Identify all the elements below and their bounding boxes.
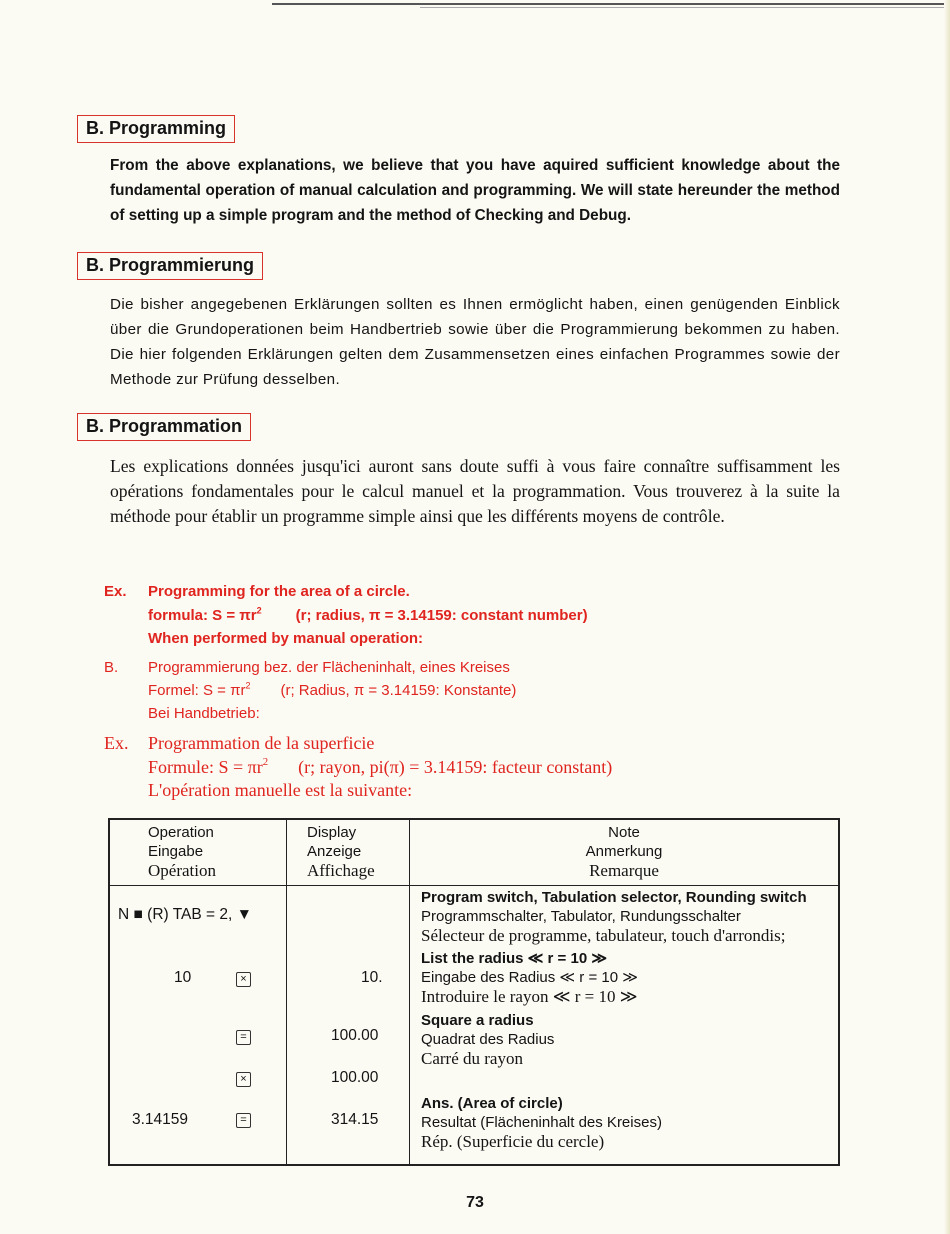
example-instruction: L'opération manuelle est la suivante: — [148, 780, 413, 800]
multiply-key-icon: × — [236, 972, 251, 987]
paragraph-fr — [110, 454, 840, 529]
top-rule — [272, 3, 950, 5]
example-title: Programmierung bez. der Flächeninhalt, eines Kreises — [148, 659, 510, 676]
top-rule-thin — [420, 7, 950, 8]
section-heading-en: B. Programming — [77, 115, 235, 143]
section-heading-de: B. Programmierung — [77, 252, 263, 280]
display-value: 100.00 — [331, 1068, 379, 1086]
page-edge-shadow — [944, 0, 950, 1234]
example-formula: Formule: $S = \pi r^2$ (r; rayon, pi(π) = 3.14159: facteur constant) — [148, 755, 613, 777]
example-label: B. — [104, 659, 119, 676]
equals-key-icon: = — [236, 1030, 251, 1045]
page-number: 73 — [466, 1194, 484, 1211]
formula-note: (r; radius, π = 3.14159: constant number) — [295, 606, 588, 624]
header-display: Display Anzeige Affichage — [287, 819, 410, 885]
note-answer: Ans. (Area of circle) Resultat (Flächeninhalt des Kreises) Rép. (Superficie du cercle) — [421, 1094, 662, 1151]
formula-note: (r; Radius, π = 3.14159: Konstante) — [280, 682, 517, 699]
operation-input-pi: 3.14159 — [132, 1110, 189, 1128]
note-square: Square a radius Quadrat des Radius Carré du rayon — [421, 1011, 555, 1068]
display-value: 100.00 — [331, 1026, 379, 1044]
header-operation: Operation Eingabe Opération — [109, 819, 287, 885]
operation-setup: N ■ (R) TAB = 2, ▼ — [118, 905, 252, 923]
example-label: Ex. — [104, 583, 127, 600]
equals-key-icon: = — [236, 1113, 251, 1128]
table-header-row — [109, 819, 839, 885]
operation-input-radius: 10 — [174, 968, 192, 986]
table-body-row — [109, 885, 839, 1165]
example-label: Ex. — [104, 733, 129, 753]
paragraph-en — [110, 153, 840, 228]
example-formula: formula: $S = \pi r^2$ (r; radius, π = 3.14159: constant number) — [148, 604, 588, 624]
display-column — [287, 885, 410, 1165]
paragraph-en-text: From the above explanations, we believe that you have aquired sufficient knowledge about the fundamental operation of manual calculation and programming. We will state hereunder the method of setting up a simple program and the method of Checking and Debug. — [110, 157, 840, 224]
calculation-table — [108, 818, 840, 1166]
example-instruction: When performed by manual operation: — [148, 630, 424, 647]
multiply-key-icon: × — [236, 1072, 251, 1087]
display-value: 314.15 — [331, 1110, 379, 1128]
formula-note: (r; rayon, pi(π) = 3.14159: facteur constant) — [298, 756, 613, 777]
example-title: Programmation de la superficie — [148, 733, 375, 753]
note-radius: List the radius ≪ r = 10 ≫ Eingabe des Radius ≪ r = 10 ≫ Introduire le rayon ≪ r = 10 ≫ — [421, 949, 638, 1006]
example-formula: Formel: $S = \pi r^2$ (r; Radius, π = 3.14159: Konstante) — [148, 680, 517, 699]
display-value: 10. — [361, 968, 383, 986]
paragraph-de-text: Die bisher angegebenen Erklärungen sollten es Ihnen ermöglicht haben, einen genügenden Einblick über die Grundoperationen beim Handbertrieb sowie über die Programmierung bekommen zu haben. Die hier folgenden Erklärungen gelten dem Zusammensetzen eines einfachen Programmes sowie der Methode zur Prüfung desselben. — [110, 296, 840, 388]
example-title: Programming for the area of a circle. — [148, 583, 410, 600]
paragraph-fr-text: Les explications données jusqu'ici auront sans doute suffi à vous faire connaître suffisamment les opérations fondamentales pour le calcul manuel et la programmation. Vous trouverez à la suite la méthode pour établir un programme simple ainsi que les différents moyens de contrôle. — [110, 456, 840, 526]
operation-column — [109, 885, 287, 1165]
example-instruction: Bei Handbetrieb: — [148, 705, 260, 722]
note-settings: Program switch, Tabulation selector, Rounding switch Programmschalter, Tabulator, Rundungsschalter Sélecteur de programme, tabulateur, touch d'arrondis; — [421, 888, 807, 945]
paragraph-de — [110, 292, 840, 392]
note-column — [410, 885, 840, 1165]
section-heading-fr: B. Programmation — [77, 413, 251, 441]
header-note: Note Anmerkung Remarque — [410, 819, 840, 885]
